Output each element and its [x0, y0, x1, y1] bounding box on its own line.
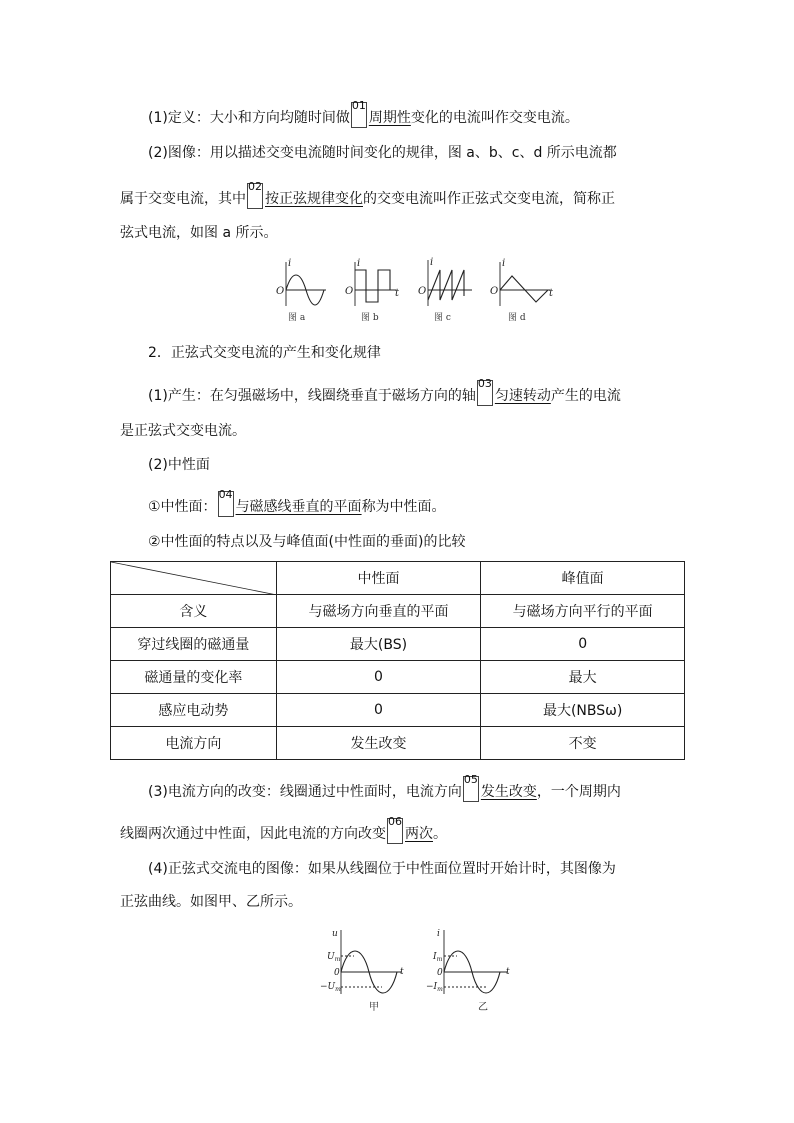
blank-number: 04 — [218, 488, 233, 501]
axis-i: i — [437, 929, 440, 939]
comparison-table — [110, 561, 685, 760]
table-cell: 不变 — [481, 727, 685, 760]
graph-text-line1: (2)图像：用以描述交变电流随时间变化的规律，图 a、b、c、d 所示电流都 — [148, 145, 617, 161]
caption-c: 图 c — [434, 313, 451, 323]
current-waveform-figures — [268, 256, 558, 326]
origin-yi: 0 — [437, 968, 443, 978]
answer-01: 周期性 — [368, 110, 411, 126]
axis-t-d: t — [549, 288, 554, 299]
table-cell: 最大(BS) — [276, 628, 481, 661]
table-header-row — [111, 562, 685, 595]
sine-graph-text-line2: 正弦曲线。如图甲、乙所示。 — [120, 894, 302, 910]
neutral-plane-definition — [120, 488, 708, 517]
generation-paragraph-line1 — [120, 377, 708, 406]
generation-text-end: 产生的电流 — [550, 388, 621, 404]
caption-d: 图 d — [508, 313, 526, 323]
sine-figures — [318, 926, 518, 1014]
axis-u: u — [332, 929, 338, 939]
diagonal-header-cell — [111, 562, 277, 595]
answer-04: 与磁感线垂直的平面 — [235, 499, 362, 515]
neg-peak-u-label: $-U_m$ — [320, 982, 341, 993]
graph-text-line2-end: 的交变电流叫作正弦式交变电流，简称正 — [363, 191, 615, 207]
blank-04[interactable] — [218, 488, 234, 517]
direction-change-line2-start: 线圈两次通过中性面，因此电流的方向改变 — [120, 826, 386, 842]
axis-i-b: i — [357, 258, 361, 269]
axis-i-c: i — [430, 257, 434, 268]
table-cell: 0 — [276, 694, 481, 727]
graph-paragraph-line3 — [120, 223, 680, 243]
axis-i-a: i — [288, 258, 292, 269]
generation-text-start: (1)产生：在匀强磁场中，线圈绕垂直于磁场方向的轴 — [148, 388, 476, 404]
graph-text-line3: 弦式电流，如图 a 所示。 — [120, 225, 278, 241]
section-heading-2 — [120, 343, 708, 363]
table-cell: 0 — [276, 661, 481, 694]
blank-number: 01 — [351, 99, 366, 112]
blank-number: 02 — [248, 180, 262, 193]
origin-b: O — [345, 286, 354, 297]
table-cell: 发生改变 — [276, 727, 481, 760]
blank-05[interactable] — [463, 773, 479, 802]
table-row — [111, 661, 685, 694]
sine-graph-text-line1: (4)正弦式交流电的图像：如果从线圈位于中性面位置时开始计时，其图像为 — [148, 861, 616, 877]
table-cell: 最大 — [481, 661, 685, 694]
comparison-heading — [120, 532, 708, 552]
generation-text-line2: 是正弦式交变电流。 — [120, 423, 246, 439]
axis-t-jia: t — [400, 967, 404, 977]
graph-paragraph-line1 — [120, 143, 708, 163]
blank-02[interactable] — [247, 180, 263, 209]
blank-number: 06 — [388, 815, 402, 828]
answer-02: 按正弦规律变化 — [265, 191, 363, 207]
axis-t-yi: t — [506, 967, 510, 977]
sine-graph-line1 — [120, 859, 708, 879]
answer-05: 发生改变 — [480, 784, 537, 800]
table-cell: 与磁场方向平行的平面 — [481, 595, 685, 628]
definition-paragraph — [120, 99, 708, 128]
direction-change-text-start: (3)电流方向的改变：线圈通过中性面时，电流方向 — [148, 784, 462, 800]
row-label: 磁通量的变化率 — [111, 661, 277, 694]
table-cell: 0 — [481, 628, 685, 661]
neg-peak-i-label: $-I_m$ — [426, 982, 443, 993]
neutral-plane-label: ①中性面： — [148, 499, 217, 515]
answer-03: 匀速转动 — [494, 388, 551, 404]
direction-change-line2 — [120, 815, 680, 844]
blank-06[interactable] — [387, 815, 403, 844]
definition-text: (1)定义：大小和方向均随时间做 — [148, 110, 350, 126]
section-heading-text: 2．正弦式交变电流的产生和变化规律 — [148, 345, 381, 361]
axis-i-d: i — [502, 258, 506, 269]
sine-graph-line2 — [120, 892, 680, 912]
answer-06: 两次 — [405, 826, 433, 842]
blank-03[interactable] — [477, 377, 493, 406]
header-peak-plane: 峰值面 — [481, 562, 685, 595]
direction-change-line1 — [120, 773, 708, 802]
caption-jia: 甲 — [369, 1002, 379, 1013]
table-cell: 与磁场方向垂直的平面 — [276, 595, 481, 628]
row-label: 含义 — [111, 595, 277, 628]
neutral-plane-definition-end: 称为中性面。 — [361, 499, 446, 515]
origin-d: O — [490, 286, 499, 297]
row-label: 电流方向 — [111, 727, 277, 760]
caption-b: 图 b — [361, 313, 379, 323]
axis-t-b: t — [395, 288, 400, 299]
origin-c: O — [418, 286, 427, 297]
definition-text-end: 变化的电流叫作交变电流。 — [410, 110, 579, 126]
origin-a: O — [276, 286, 285, 297]
table-row — [111, 727, 685, 760]
neutral-plane-heading — [120, 455, 708, 475]
graph-text-line2-start: 属于交变电流，其中 — [120, 191, 246, 207]
direction-change-text-end: ，一个周期内 — [536, 784, 621, 800]
blank-number: 03 — [477, 377, 492, 390]
table-row — [111, 694, 685, 727]
blank-number: 05 — [463, 773, 478, 786]
comparison-heading-text: ②中性面的特点以及与峰值面(中性面的垂面)的比较 — [148, 534, 466, 550]
table-cell: 最大(NBSω) — [481, 694, 685, 727]
header-neutral-plane: 中性面 — [276, 562, 481, 595]
neutral-plane-heading-text: (2)中性面 — [148, 457, 210, 473]
direction-change-line2-end: 。 — [433, 826, 447, 842]
peak-i-label: $I_m$ — [433, 952, 443, 963]
row-label: 感应电动势 — [111, 694, 277, 727]
generation-paragraph-line2 — [120, 421, 680, 441]
row-label: 穿过线圈的磁通量 — [111, 628, 277, 661]
table-row — [111, 628, 685, 661]
origin-jia: 0 — [334, 968, 340, 978]
blank-01[interactable] — [351, 99, 367, 128]
peak-u-label: $U_m$ — [327, 952, 341, 963]
table-row — [111, 595, 685, 628]
caption-yi: 乙 — [478, 1002, 488, 1013]
graph-paragraph-line2 — [120, 180, 680, 209]
caption-a: 图 a — [288, 313, 306, 323]
